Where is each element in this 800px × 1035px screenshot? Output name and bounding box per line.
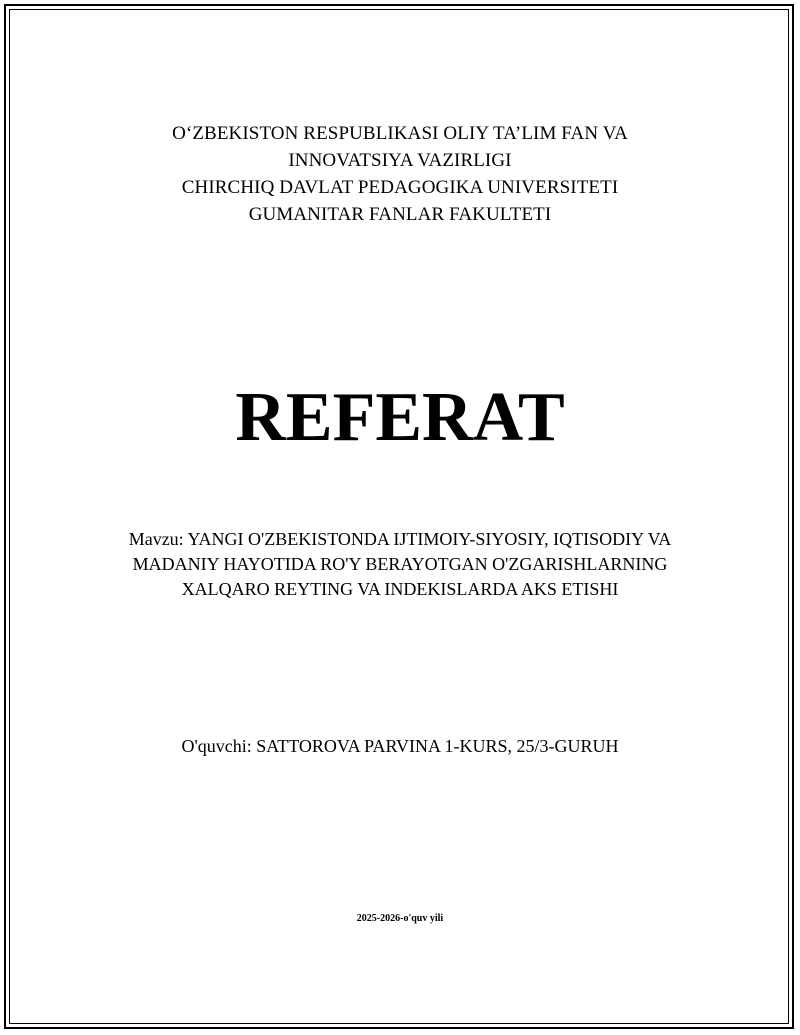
- topic-line-1: Mavzu: YANGI O'ZBEKISTONDA IJTIMOIY-SIYOSIY, IQTISODIY VA: [128, 529, 672, 549]
- institution-header: [0, 120, 800, 228]
- topic-line-2: MADANIY HAYOTIDA RO'Y BERAYOTGAN O'ZGARISHLARNING: [132, 554, 668, 574]
- header-line-ministry-1: O‘ZBEKISTON RESPUBLIKASI OLIY TA’LIM FAN VA: [172, 123, 628, 144]
- academic-year: 2025-2026-o'quv yili: [356, 913, 444, 924]
- document-title: REFERAT: [235, 379, 565, 456]
- student-info: O'quvchi: SATTOROVA PARVINA 1-KURS, 25/3-GURUH: [181, 736, 619, 756]
- header-line-ministry-2: INNOVATSIYA VAZIRLIGI: [288, 150, 512, 171]
- topic-line-3: XALQARO REYTING VA INDEKISLARDA AKS ETISHI: [181, 579, 619, 599]
- header-line-university: CHIRCHIQ DAVLAT PEDAGOGIKA UNIVERSITETI: [181, 177, 619, 198]
- topic-block: [0, 527, 800, 602]
- header-line-faculty: GUMANITAR FANLAR FAKULTETI: [248, 204, 552, 225]
